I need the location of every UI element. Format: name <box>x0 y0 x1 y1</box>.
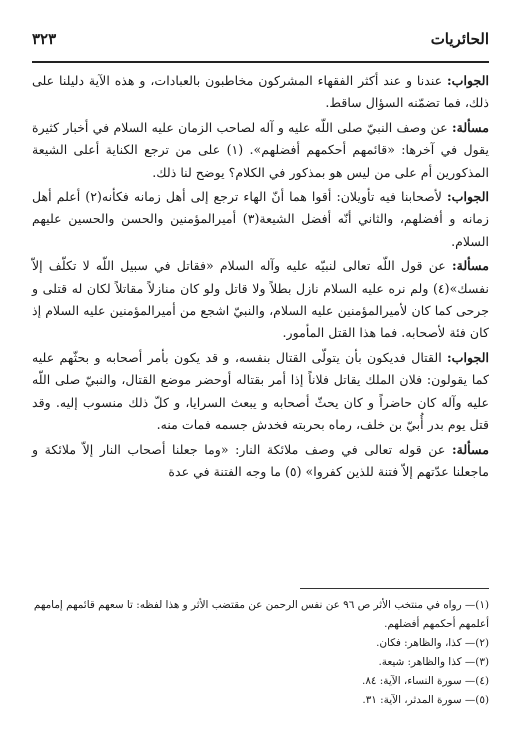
paragraph-text: عندنا و عند أكثر الفقهاء المشركون مخاطبون بالعبادات، و هذه الآية دليلنا على ذلك، فما تضمّنه السؤال ساقط. <box>32 73 489 111</box>
footnote: (٢)— كذا، والظاهر: فكان. <box>376 637 489 649</box>
paragraph-answer <box>32 70 489 115</box>
running-title: الحائريات <box>430 30 489 48</box>
paragraph-text: لأصحابنا فيه تأويلان: أقوا هما أنّ الهاء ترجع إلى أهل زمانه فكأنه(٢) أعلم أهل زمانه و أفضلهم، والثاني أنّه أفضل الشيعة(٣) أميرالمؤمنين والحسن والحسين عليهم السلام. <box>32 189 489 249</box>
header-rule <box>32 61 489 63</box>
paragraph-question <box>32 439 489 484</box>
footnote: (٥)— سورة المدثر، الآية: ٣١. <box>362 694 489 706</box>
paragraph-term: مسألة: <box>451 119 489 135</box>
paragraph-term: الجواب: <box>447 73 489 88</box>
footnote-separator <box>300 588 489 589</box>
footnote: (٣)— كذا والظاهر: شيعة. <box>378 656 489 668</box>
page-number: ٣٢٣ <box>32 30 57 48</box>
paragraph-text: عن قول اللّه تعالى لنبيّه عليه وآله السلام «فقاتل في سبيل اللّه لا تكلّف إلاّ نفسك»(٤) ولم نره عليه السلام نازل بطلاً ولا قاتل ولو كان منازلاً مقاتلاً لكان له قتلى و جرحى كما كان لأميرالمؤمنين عليه السلام، والنبيّ اشجع من أميرالمؤمنين عليه السلام إذ كان فئة لأصحابه. فما هذا القتل المأمور. <box>32 258 489 341</box>
footnote: (١)— رواه في منتخب الأثر ص ٩٦ عن نفس الرحمن عن مقتضب الأثر و هذا لفظه: تا سعهم قائمهم إمامهم أعلمهم أحكمهم أفضلهم. <box>33 599 489 630</box>
paragraph-term: مسألة: <box>451 441 489 457</box>
page-header <box>32 28 489 54</box>
paragraph-answer <box>32 186 489 253</box>
paragraph-term: الجواب: <box>447 349 489 365</box>
footnote: (٤)— سورة النساء، الآية: ٨٤. <box>362 675 489 687</box>
paragraph-answer <box>32 347 489 437</box>
body-text <box>32 70 489 485</box>
paragraph-text: عن وصف النبيّ صلى اللّه عليه و آله لصاحب الزمان عليه السلام في أخبار كثيرة يقول في آخرها: «قائمهم أحكمهم أفضلهم». (١) على من ترجع الكناية أعلى الشيعة المذكورين أم على من ليس هو بمذكور في الكلام؟ يوضح لنا ذلك. <box>32 119 489 180</box>
paragraph-text: عن قوله تعالى في وصف ملائكة النار: «وما جعلنا أصحاب النار إلاّ ملائكة و ماجعلنا عدّتهم إلاّ فتنة للذين كفروا» (٥) ما وجه الفتنة في عدة <box>32 441 489 479</box>
paragraph-term: الجواب: <box>447 189 489 205</box>
paragraph-term: مسألة: <box>451 258 489 274</box>
paragraph-question <box>32 255 489 345</box>
paragraph-question <box>32 117 489 184</box>
footnotes <box>32 596 489 710</box>
paragraph-text: القتال فديكون بأن يتولّى القتال بنفسه، و قد يكون بأمر أصحابه و بحثّهم عليه كما يقولون: فلان الملك يقاتل فلاناً إذا أمر بقتاله أوحضر موضع القتال، والنبيّ صلى اللّه عليه وآله كان حاضراً و كان يحثّ أصحابه و يبعث السرايا، و كلّ ذلك منسوب إليه. وقد قتل يوم بدر أُبيّ بن خلف، رماه بحربته فخدش جسمه فمات منه. <box>32 349 489 433</box>
